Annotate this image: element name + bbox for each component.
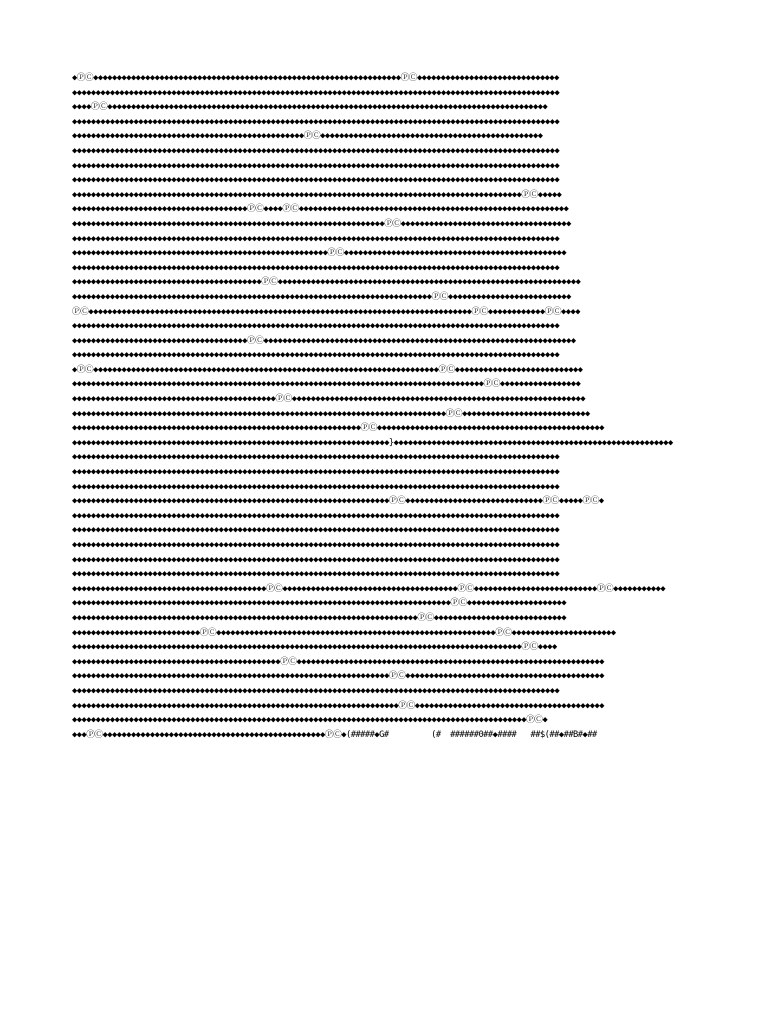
text-line-32: ◆◆◆◆◆◆◆◆◆◆◆◆◆◆◆◆◆◆◆◆◆◆◆◆◆◆◆◆◆◆◆◆◆◆◆◆◆◆◆◆◆◆◆◆◆◆◆◆◆◆◆◆◆◆◆◆◆◆◆◆◆◆◆◆◆◆◆◆◆◆◆◆◆◆◆◆◆◆◆◆◆◆◆◆◆◆◆◆◆◆◆◆◆◆◆◆◆◆◆◆◆◆◆ [72,525,560,536]
text-line-46: ◆◆◆ⓅⒸ◆◆◆◆◆◆◆◆◆◆◆◆◆◆◆◆◆◆◆◆◆◆◆◆◆◆◆◆◆◆◆◆◆◆◆◆◆◆◆◆◆◆◆◆◆◆◆ⓅⒸ◆(#####◆G# (# ######0##◆#### ##$(##◆##B#◆## [72,729,597,740]
text-line-35: ◆◆◆◆◆◆◆◆◆◆◆◆◆◆◆◆◆◆◆◆◆◆◆◆◆◆◆◆◆◆◆◆◆◆◆◆◆◆◆◆◆◆◆◆◆◆◆◆◆◆◆◆◆◆◆◆◆◆◆◆◆◆◆◆◆◆◆◆◆◆◆◆◆◆◆◆◆◆◆◆◆◆◆◆◆◆◆◆◆◆◆◆◆◆◆◆◆◆◆◆◆◆◆ [72,569,560,580]
text-line-21: ◆ⓅⒸ◆◆◆◆◆◆◆◆◆◆◆◆◆◆◆◆◆◆◆◆◆◆◆◆◆◆◆◆◆◆◆◆◆◆◆◆◆◆◆◆◆◆◆◆◆◆◆◆◆◆◆◆◆◆◆◆◆◆◆◆◆◆◆◆◆◆◆◆◆◆◆◆◆ⓅⒸ◆◆◆◆◆◆◆◆◆◆◆◆◆◆◆◆◆◆◆◆◆◆◆◆◆◆◆ [72,364,583,375]
text-line-14: ◆◆◆◆◆◆◆◆◆◆◆◆◆◆◆◆◆◆◆◆◆◆◆◆◆◆◆◆◆◆◆◆◆◆◆◆◆◆◆◆◆◆◆◆◆◆◆◆◆◆◆◆◆◆◆◆◆◆◆◆◆◆◆◆◆◆◆◆◆◆◆◆◆◆◆◆◆◆◆◆◆◆◆◆◆◆◆◆◆◆◆◆◆◆◆◆◆◆◆◆◆◆◆ [72,262,560,273]
text-line-9: ◆◆◆◆◆◆◆◆◆◆◆◆◆◆◆◆◆◆◆◆◆◆◆◆◆◆◆◆◆◆◆◆◆◆◆◆◆◆◆◆◆◆◆◆◆◆◆◆◆◆◆◆◆◆◆◆◆◆◆◆◆◆◆◆◆◆◆◆◆◆◆◆◆◆◆◆◆◆◆◆◆◆◆◆◆◆◆◆◆◆◆◆◆◆◆ⓅⒸ◆◆◆◆◆ [72,189,562,200]
text-line-15: ◆◆◆◆◆◆◆◆◆◆◆◆◆◆◆◆◆◆◆◆◆◆◆◆◆◆◆◆◆◆◆◆◆◆◆◆◆◆◆◆ⓅⒸ◆◆◆◆◆◆◆◆◆◆◆◆◆◆◆◆◆◆◆◆◆◆◆◆◆◆◆◆◆◆◆◆◆◆◆◆◆◆◆◆◆◆◆◆◆◆◆◆◆◆◆◆◆◆◆◆◆◆◆◆◆◆◆◆ [72,277,581,288]
text-line-6: ◆◆◆◆◆◆◆◆◆◆◆◆◆◆◆◆◆◆◆◆◆◆◆◆◆◆◆◆◆◆◆◆◆◆◆◆◆◆◆◆◆◆◆◆◆◆◆◆◆◆◆◆◆◆◆◆◆◆◆◆◆◆◆◆◆◆◆◆◆◆◆◆◆◆◆◆◆◆◆◆◆◆◆◆◆◆◆◆◆◆◆◆◆◆◆◆◆◆◆◆◆◆◆ [72,145,560,156]
text-line-41: ◆◆◆◆◆◆◆◆◆◆◆◆◆◆◆◆◆◆◆◆◆◆◆◆◆◆◆◆◆◆◆◆◆◆◆◆◆◆◆◆◆◆◆◆ⓅⒸ◆◆◆◆◆◆◆◆◆◆◆◆◆◆◆◆◆◆◆◆◆◆◆◆◆◆◆◆◆◆◆◆◆◆◆◆◆◆◆◆◆◆◆◆◆◆◆◆◆◆◆◆◆◆◆◆◆◆◆◆◆◆◆◆◆ [72,656,604,667]
text-line-33: ◆◆◆◆◆◆◆◆◆◆◆◆◆◆◆◆◆◆◆◆◆◆◆◆◆◆◆◆◆◆◆◆◆◆◆◆◆◆◆◆◆◆◆◆◆◆◆◆◆◆◆◆◆◆◆◆◆◆◆◆◆◆◆◆◆◆◆◆◆◆◆◆◆◆◆◆◆◆◆◆◆◆◆◆◆◆◆◆◆◆◆◆◆◆◆◆◆◆◆◆◆◆◆ [72,540,560,550]
text-line-22: ◆◆◆◆◆◆◆◆◆◆◆◆◆◆◆◆◆◆◆◆◆◆◆◆◆◆◆◆◆◆◆◆◆◆◆◆◆◆◆◆◆◆◆◆◆◆◆◆◆◆◆◆◆◆◆◆◆◆◆◆◆◆◆◆◆◆◆◆◆◆◆◆◆◆◆◆◆◆◆◆◆◆◆◆◆◆◆ⓅⒸ◆◆◆◆◆◆◆◆◆◆◆◆◆◆◆◆◆ [72,379,581,390]
text-line-3: ◆◆◆◆ⓅⒸ◆◆◆◆◆◆◆◆◆◆◆◆◆◆◆◆◆◆◆◆◆◆◆◆◆◆◆◆◆◆◆◆◆◆◆◆◆◆◆◆◆◆◆◆◆◆◆◆◆◆◆◆◆◆◆◆◆◆◆◆◆◆◆◆◆◆◆◆◆◆◆◆◆◆◆◆◆◆◆◆◆◆◆◆◆◆◆◆◆◆◆◆◆ [72,102,548,113]
text-line-8: ◆◆◆◆◆◆◆◆◆◆◆◆◆◆◆◆◆◆◆◆◆◆◆◆◆◆◆◆◆◆◆◆◆◆◆◆◆◆◆◆◆◆◆◆◆◆◆◆◆◆◆◆◆◆◆◆◆◆◆◆◆◆◆◆◆◆◆◆◆◆◆◆◆◆◆◆◆◆◆◆◆◆◆◆◆◆◆◆◆◆◆◆◆◆◆◆◆◆◆◆◆◆◆ [72,175,560,186]
text-line-20: ◆◆◆◆◆◆◆◆◆◆◆◆◆◆◆◆◆◆◆◆◆◆◆◆◆◆◆◆◆◆◆◆◆◆◆◆◆◆◆◆◆◆◆◆◆◆◆◆◆◆◆◆◆◆◆◆◆◆◆◆◆◆◆◆◆◆◆◆◆◆◆◆◆◆◆◆◆◆◆◆◆◆◆◆◆◆◆◆◆◆◆◆◆◆◆◆◆◆◆◆◆◆◆ [72,350,560,361]
text-line-48 [72,757,700,772]
text-line-44: ◆◆◆◆◆◆◆◆◆◆◆◆◆◆◆◆◆◆◆◆◆◆◆◆◆◆◆◆◆◆◆◆◆◆◆◆◆◆◆◆◆◆◆◆◆◆◆◆◆◆◆◆◆◆◆◆◆◆◆◆◆◆◆◆◆◆◆◆◆ⓅⒸ◆◆◆◆◆◆◆◆◆◆◆◆◆◆◆◆◆◆◆◆◆◆◆◆◆◆◆◆◆◆◆◆◆◆◆◆◆◆◆◆ [72,700,604,711]
text-line-39: ◆◆◆◆◆◆◆◆◆◆◆◆◆◆◆◆◆◆◆◆◆◆◆◆◆◆◆ⓅⒸ◆◆◆◆◆◆◆◆◆◆◆◆◆◆◆◆◆◆◆◆◆◆◆◆◆◆◆◆◆◆◆◆◆◆◆◆◆◆◆◆◆◆◆◆◆◆◆◆◆◆◆◆◆◆◆◆◆◆◆ⓅⒸ◆◆◆◆◆◆◆◆◆◆◆◆◆◆◆◆◆◆◆◆◆◆ [72,627,616,638]
text-line-28: ◆◆◆◆◆◆◆◆◆◆◆◆◆◆◆◆◆◆◆◆◆◆◆◆◆◆◆◆◆◆◆◆◆◆◆◆◆◆◆◆◆◆◆◆◆◆◆◆◆◆◆◆◆◆◆◆◆◆◆◆◆◆◆◆◆◆◆◆◆◆◆◆◆◆◆◆◆◆◆◆◆◆◆◆◆◆◆◆◆◆◆◆◆◆◆◆◆◆◆◆◆◆◆ [72,467,560,478]
text-line-29: ◆◆◆◆◆◆◆◆◆◆◆◆◆◆◆◆◆◆◆◆◆◆◆◆◆◆◆◆◆◆◆◆◆◆◆◆◆◆◆◆◆◆◆◆◆◆◆◆◆◆◆◆◆◆◆◆◆◆◆◆◆◆◆◆◆◆◆◆◆◆◆◆◆◆◆◆◆◆◆◆◆◆◆◆◆◆◆◆◆◆◆◆◆◆◆◆◆◆◆◆◆◆◆ [72,481,560,492]
text-line-10: ◆◆◆◆◆◆◆◆◆◆◆◆◆◆◆◆◆◆◆◆◆◆◆◆◆◆◆◆◆◆◆◆◆◆◆◆◆ⓅⒸ◆◆◆◆ⓅⒸ◆◆◆◆◆◆◆◆◆◆◆◆◆◆◆◆◆◆◆◆◆◆◆◆◆◆◆◆◆◆◆◆◆◆◆◆◆◆◆◆◆◆◆◆◆◆◆◆◆◆◆◆◆◆◆◆◆ [72,204,569,215]
text-line-40: ◆◆◆◆◆◆◆◆◆◆◆◆◆◆◆◆◆◆◆◆◆◆◆◆◆◆◆◆◆◆◆◆◆◆◆◆◆◆◆◆◆◆◆◆◆◆◆◆◆◆◆◆◆◆◆◆◆◆◆◆◆◆◆◆◆◆◆◆◆◆◆◆◆◆◆◆◆◆◆◆◆◆◆◆◆◆◆◆◆◆◆◆◆◆◆ⓅⒸ◆◆◆◆ [72,642,557,653]
text-line-12: ◆◆◆◆◆◆◆◆◆◆◆◆◆◆◆◆◆◆◆◆◆◆◆◆◆◆◆◆◆◆◆◆◆◆◆◆◆◆◆◆◆◆◆◆◆◆◆◆◆◆◆◆◆◆◆◆◆◆◆◆◆◆◆◆◆◆◆◆◆◆◆◆◆◆◆◆◆◆◆◆◆◆◆◆◆◆◆◆◆◆◆◆◆◆◆◆◆◆◆◆◆◆◆ [72,233,560,244]
text-line-13: ◆◆◆◆◆◆◆◆◆◆◆◆◆◆◆◆◆◆◆◆◆◆◆◆◆◆◆◆◆◆◆◆◆◆◆◆◆◆◆◆◆◆◆◆◆◆◆◆◆◆◆◆◆◆ⓅⒸ◆◆◆◆◆◆◆◆◆◆◆◆◆◆◆◆◆◆◆◆◆◆◆◆◆◆◆◆◆◆◆◆◆◆◆◆◆◆◆◆◆◆◆◆◆◆◆ [72,248,567,259]
text-line-27: ◆◆◆◆◆◆◆◆◆◆◆◆◆◆◆◆◆◆◆◆◆◆◆◆◆◆◆◆◆◆◆◆◆◆◆◆◆◆◆◆◆◆◆◆◆◆◆◆◆◆◆◆◆◆◆◆◆◆◆◆◆◆◆◆◆◆◆◆◆◆◆◆◆◆◆◆◆◆◆◆◆◆◆◆◆◆◆◆◆◆◆◆◆◆◆◆◆◆◆◆◆◆◆ [72,452,560,463]
text-line-36: ◆◆◆◆◆◆◆◆◆◆◆◆◆◆◆◆◆◆◆◆◆◆◆◆◆◆◆◆◆◆◆◆◆◆◆◆◆◆◆◆◆ⓅⒸ◆◆◆◆◆◆◆◆◆◆◆◆◆◆◆◆◆◆◆◆◆◆◆◆◆◆◆◆◆◆◆◆◆◆◆◆◆ⓅⒸ◆◆◆◆◆◆◆◆◆◆◆◆◆◆◆◆◆◆◆◆◆◆◆◆◆◆ⓅⒸ◆◆◆◆◆◆◆◆◆◆◆ [72,583,666,594]
text-line-2: ◆◆◆◆◆◆◆◆◆◆◆◆◆◆◆◆◆◆◆◆◆◆◆◆◆◆◆◆◆◆◆◆◆◆◆◆◆◆◆◆◆◆◆◆◆◆◆◆◆◆◆◆◆◆◆◆◆◆◆◆◆◆◆◆◆◆◆◆◆◆◆◆◆◆◆◆◆◆◆◆◆◆◆◆◆◆◆◆◆◆◆◆◆◆◆◆◆◆◆◆◆◆◆ [72,87,560,98]
text-line-11: ◆◆◆◆◆◆◆◆◆◆◆◆◆◆◆◆◆◆◆◆◆◆◆◆◆◆◆◆◆◆◆◆◆◆◆◆◆◆◆◆◆◆◆◆◆◆◆◆◆◆◆◆◆◆◆◆◆◆◆◆◆◆◆◆◆◆ⓅⒸ◆◆◆◆◆◆◆◆◆◆◆◆◆◆◆◆◆◆◆◆◆◆◆◆◆◆◆◆◆◆◆◆◆◆◆◆ [72,218,571,229]
text-line-23: ◆◆◆◆◆◆◆◆◆◆◆◆◆◆◆◆◆◆◆◆◆◆◆◆◆◆◆◆◆◆◆◆◆◆◆◆◆◆◆◆◆◆◆ⓅⒸ◆◆◆◆◆◆◆◆◆◆◆◆◆◆◆◆◆◆◆◆◆◆◆◆◆◆◆◆◆◆◆◆◆◆◆◆◆◆◆◆◆◆◆◆◆◆◆◆◆◆◆◆◆◆◆◆◆◆◆◆◆◆ [72,394,586,405]
text-line-26: ◆◆◆◆◆◆◆◆◆◆◆◆◆◆◆◆◆◆◆◆◆◆◆◆◆◆◆◆◆◆◆◆◆◆◆◆◆◆◆◆◆◆◆◆◆◆◆◆◆◆◆◆◆◆◆◆◆◆◆◆◆◆◆◆◆◆◆}◆◆◆◆◆◆◆◆◆◆◆◆◆◆◆◆◆◆◆◆◆◆◆◆◆◆◆◆◆◆◆◆◆◆◆◆◆◆◆◆◆◆◆◆◆◆◆◆◆◆◆◆◆◆◆◆◆◆◆ [72,437,673,448]
text-line-19: ◆◆◆◆◆◆◆◆◆◆◆◆◆◆◆◆◆◆◆◆◆◆◆◆◆◆◆◆◆◆◆◆◆◆◆◆◆ⓅⒸ◆◆◆◆◆◆◆◆◆◆◆◆◆◆◆◆◆◆◆◆◆◆◆◆◆◆◆◆◆◆◆◆◆◆◆◆◆◆◆◆◆◆◆◆◆◆◆◆◆◆◆◆◆◆◆◆◆◆◆◆◆◆◆◆◆◆ [72,335,576,346]
text-line-5: ◆◆◆◆◆◆◆◆◆◆◆◆◆◆◆◆◆◆◆◆◆◆◆◆◆◆◆◆◆◆◆◆◆◆◆◆◆◆◆◆◆◆◆◆◆◆◆◆◆ⓅⒸ◆◆◆◆◆◆◆◆◆◆◆◆◆◆◆◆◆◆◆◆◆◆◆◆◆◆◆◆◆◆◆◆◆◆◆◆◆◆◆◆◆◆◆◆◆◆◆ [72,131,543,142]
text-line-31: ◆◆◆◆◆◆◆◆◆◆◆◆◆◆◆◆◆◆◆◆◆◆◆◆◆◆◆◆◆◆◆◆◆◆◆◆◆◆◆◆◆◆◆◆◆◆◆◆◆◆◆◆◆◆◆◆◆◆◆◆◆◆◆◆◆◆◆◆◆◆◆◆◆◆◆◆◆◆◆◆◆◆◆◆◆◆◆◆◆◆◆◆◆◆◆◆◆◆◆◆◆◆◆ [72,510,560,521]
text-line-7: ◆◆◆◆◆◆◆◆◆◆◆◆◆◆◆◆◆◆◆◆◆◆◆◆◆◆◆◆◆◆◆◆◆◆◆◆◆◆◆◆◆◆◆◆◆◆◆◆◆◆◆◆◆◆◆◆◆◆◆◆◆◆◆◆◆◆◆◆◆◆◆◆◆◆◆◆◆◆◆◆◆◆◆◆◆◆◆◆◆◆◆◆◆◆◆◆◆◆◆◆◆◆◆ [72,160,560,171]
text-line-37: ◆◆◆◆◆◆◆◆◆◆◆◆◆◆◆◆◆◆◆◆◆◆◆◆◆◆◆◆◆◆◆◆◆◆◆◆◆◆◆◆◆◆◆◆◆◆◆◆◆◆◆◆◆◆◆◆◆◆◆◆◆◆◆◆◆◆◆◆◆◆◆◆◆◆◆◆◆◆◆◆ⓅⒸ◆◆◆◆◆◆◆◆◆◆◆◆◆◆◆◆◆◆◆◆◆ [72,598,567,609]
garbled-text-body [72,71,700,786]
text-line-24: ◆◆◆◆◆◆◆◆◆◆◆◆◆◆◆◆◆◆◆◆◆◆◆◆◆◆◆◆◆◆◆◆◆◆◆◆◆◆◆◆◆◆◆◆◆◆◆◆◆◆◆◆◆◆◆◆◆◆◆◆◆◆◆◆◆◆◆◆◆◆◆◆◆◆◆◆◆◆◆ⓅⒸ◆◆◆◆◆◆◆◆◆◆◆◆◆◆◆◆◆◆◆◆◆◆◆◆◆◆◆ [72,408,590,419]
text-line-1: ◆ⓅⒸ◆◆◆◆◆◆◆◆◆◆◆◆◆◆◆◆◆◆◆◆◆◆◆◆◆◆◆◆◆◆◆◆◆◆◆◆◆◆◆◆◆◆◆◆◆◆◆◆◆◆◆◆◆◆◆◆◆◆◆◆◆◆◆◆◆ⓅⒸ◆◆◆◆◆◆◆◆◆◆◆◆◆◆◆◆◆◆◆◆◆◆◆◆◆◆◆◆◆◆ [72,73,559,83]
text-line-18: ◆◆◆◆◆◆◆◆◆◆◆◆◆◆◆◆◆◆◆◆◆◆◆◆◆◆◆◆◆◆◆◆◆◆◆◆◆◆◆◆◆◆◆◆◆◆◆◆◆◆◆◆◆◆◆◆◆◆◆◆◆◆◆◆◆◆◆◆◆◆◆◆◆◆◆◆◆◆◆◆◆◆◆◆◆◆◆◆◆◆◆◆◆◆◆◆◆◆◆◆◆◆◆ [72,321,560,332]
text-line-45: ◆◆◆◆◆◆◆◆◆◆◆◆◆◆◆◆◆◆◆◆◆◆◆◆◆◆◆◆◆◆◆◆◆◆◆◆◆◆◆◆◆◆◆◆◆◆◆◆◆◆◆◆◆◆◆◆◆◆◆◆◆◆◆◆◆◆◆◆◆◆◆◆◆◆◆◆◆◆◆◆◆◆◆◆◆◆◆◆◆◆◆◆◆◆◆◆ⓅⒸ◆ [72,715,548,726]
text-line-34: ◆◆◆◆◆◆◆◆◆◆◆◆◆◆◆◆◆◆◆◆◆◆◆◆◆◆◆◆◆◆◆◆◆◆◆◆◆◆◆◆◆◆◆◆◆◆◆◆◆◆◆◆◆◆◆◆◆◆◆◆◆◆◆◆◆◆◆◆◆◆◆◆◆◆◆◆◆◆◆◆◆◆◆◆◆◆◆◆◆◆◆◆◆◆◆◆◆◆◆◆◆◆◆ [72,554,560,565]
text-line-4: ◆◆◆◆◆◆◆◆◆◆◆◆◆◆◆◆◆◆◆◆◆◆◆◆◆◆◆◆◆◆◆◆◆◆◆◆◆◆◆◆◆◆◆◆◆◆◆◆◆◆◆◆◆◆◆◆◆◆◆◆◆◆◆◆◆◆◆◆◆◆◆◆◆◆◆◆◆◆◆◆◆◆◆◆◆◆◆◆◆◆◆◆◆◆◆◆◆◆◆◆◆◆◆ [72,116,560,127]
text-line-30: ◆◆◆◆◆◆◆◆◆◆◆◆◆◆◆◆◆◆◆◆◆◆◆◆◆◆◆◆◆◆◆◆◆◆◆◆◆◆◆◆◆◆◆◆◆◆◆◆◆◆◆◆◆◆◆◆◆◆◆◆◆◆◆◆◆◆◆ⓅⒸ◆◆◆◆◆◆◆◆◆◆◆◆◆◆◆◆◆◆◆◆◆◆◆◆◆◆◆◆◆ⓅⒸ◆◆◆◆◆ⓅⒸ◆ [72,496,604,507]
text-line-49 [72,772,700,787]
text-line-38: ◆◆◆◆◆◆◆◆◆◆◆◆◆◆◆◆◆◆◆◆◆◆◆◆◆◆◆◆◆◆◆◆◆◆◆◆◆◆◆◆◆◆◆◆◆◆◆◆◆◆◆◆◆◆◆◆◆◆◆◆◆◆◆◆◆◆◆◆◆◆◆◆◆ⓅⒸ◆◆◆◆◆◆◆◆◆◆◆◆◆◆◆◆◆◆◆◆◆◆◆◆◆◆◆◆ [72,612,567,623]
text-line-17: ⓅⒸ◆◆◆◆◆◆◆◆◆◆◆◆◆◆◆◆◆◆◆◆◆◆◆◆◆◆◆◆◆◆◆◆◆◆◆◆◆◆◆◆◆◆◆◆◆◆◆◆◆◆◆◆◆◆◆◆◆◆◆◆◆◆◆◆◆◆◆◆◆◆◆◆◆◆◆◆◆◆◆◆◆ⓅⒸ◆◆◆◆◆◆◆◆◆◆◆◆ⓅⒸ◆◆◆◆ [72,306,580,317]
text-line-43: ◆◆◆◆◆◆◆◆◆◆◆◆◆◆◆◆◆◆◆◆◆◆◆◆◆◆◆◆◆◆◆◆◆◆◆◆◆◆◆◆◆◆◆◆◆◆◆◆◆◆◆◆◆◆◆◆◆◆◆◆◆◆◆◆◆◆◆◆◆◆◆◆◆◆◆◆◆◆◆◆◆◆◆◆◆◆◆◆◆◆◆◆◆◆◆◆◆◆◆◆◆◆◆ [72,685,560,696]
text-line-16: ◆◆◆◆◆◆◆◆◆◆◆◆◆◆◆◆◆◆◆◆◆◆◆◆◆◆◆◆◆◆◆◆◆◆◆◆◆◆◆◆◆◆◆◆◆◆◆◆◆◆◆◆◆◆◆◆◆◆◆◆◆◆◆◆◆◆◆◆◆◆◆◆◆◆◆◆ⓅⒸ◆◆◆◆◆◆◆◆◆◆◆◆◆◆◆◆◆◆◆◆◆◆◆◆◆◆ [72,291,571,302]
text-line-47 [72,742,700,757]
text-line-25: ◆◆◆◆◆◆◆◆◆◆◆◆◆◆◆◆◆◆◆◆◆◆◆◆◆◆◆◆◆◆◆◆◆◆◆◆◆◆◆◆◆◆◆◆◆◆◆◆◆◆◆◆◆◆◆◆◆◆◆◆◆ⓅⒸ◆◆◆◆◆◆◆◆◆◆◆◆◆◆◆◆◆◆◆◆◆◆◆◆◆◆◆◆◆◆◆◆◆◆◆◆◆◆◆◆◆◆◆◆◆◆◆◆ [72,423,604,434]
text-line-42: ◆◆◆◆◆◆◆◆◆◆◆◆◆◆◆◆◆◆◆◆◆◆◆◆◆◆◆◆◆◆◆◆◆◆◆◆◆◆◆◆◆◆◆◆◆◆◆◆◆◆◆◆◆◆◆◆◆◆◆◆◆◆◆◆◆◆◆ⓅⒸ◆◆◆◆◆◆◆◆◆◆◆◆◆◆◆◆◆◆◆◆◆◆◆◆◆◆◆◆◆◆◆◆◆◆◆◆◆◆◆◆◆◆ [72,671,604,682]
